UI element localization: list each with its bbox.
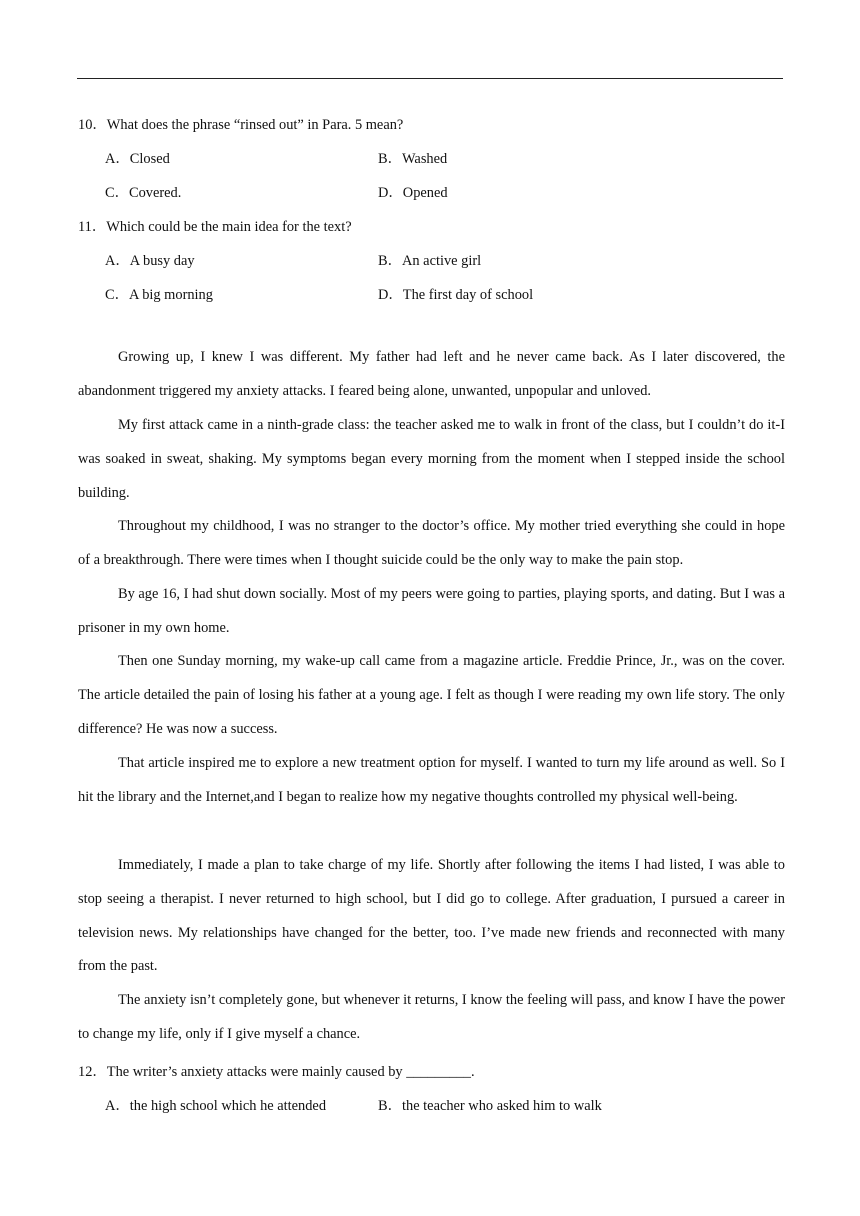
passage-paragraph-2: My first attack came in a ninth-grade class: the teacher asked me to walk in front of the class, but I couldn’t do it-I was soaked in sweat, shaking. My symptoms began every morning from the moment when I stepped inside the school building. [78, 417, 785, 501]
question-11 [78, 215, 352, 236]
option-10-c [105, 181, 181, 202]
option-12-b [378, 1094, 602, 1115]
option-text: A busy day [129, 253, 195, 269]
option-11-c [105, 283, 213, 304]
passage-paragraph-1: Growing up, I knew I was different. My father had left and he never came back. As I later discovered, the abandonment triggered my anxiety attacks. I feared being alone, unwanted, unpopular and unloved. [78, 349, 785, 399]
question-10 [78, 113, 403, 134]
option-letter: B． [378, 253, 402, 269]
passage-paragraph-6: That article inspired me to explore a new treatment option for myself. I wanted to turn my life around as well. So I hit the library and the Internet,and I began to realize how my negative thoughts controlled my physical well-being. [78, 755, 785, 805]
option-10-b [378, 147, 447, 168]
option-11-b [378, 249, 481, 270]
option-text: The first day of school [402, 287, 534, 303]
option-letter: A． [105, 1098, 130, 1114]
option-text: Closed [129, 151, 170, 167]
question-number: 10． [78, 117, 107, 133]
option-text: A big morning [129, 287, 213, 303]
option-text: Opened [402, 185, 448, 201]
option-10-a [105, 147, 170, 168]
question-number: 11． [78, 219, 107, 235]
question-text: Which could be the main idea for the text? [106, 219, 352, 235]
option-letter: D． [378, 287, 403, 303]
passage-paragraph-4: By age 16, I had shut down socially. Most of my peers were going to parties, playing sports, and dating. But I was a prisoner in my own home. [78, 586, 785, 636]
option-12-a [105, 1094, 326, 1115]
option-text: Covered. [129, 185, 182, 201]
passage-paragraph-8: The anxiety isn’t completely gone, but whenever it returns, I know the feeling will pass, and know I have the power to change my life, only if I give myself a chance. [78, 992, 785, 1042]
option-11-d [378, 283, 533, 304]
question-number: 12． [78, 1064, 107, 1080]
option-letter: A． [105, 253, 130, 269]
question-text: The writer’s anxiety attacks were mainly caused by _________. [106, 1064, 475, 1080]
passage-paragraph-7: Immediately, I made a plan to take charge of my life. Shortly after following the items I had listed, I was able to stop seeing a therapist. I never returned to high school, but I did go to college. After graduation, I pursued a career in television news. My relationships have changed for the better, too. I’ve made new friends and reconnected with many from the past. [78, 857, 785, 975]
option-text: the high school which he attended [129, 1098, 327, 1114]
option-11-a [105, 249, 195, 270]
option-letter: D． [378, 185, 403, 201]
option-letter: B． [378, 1098, 402, 1114]
option-letter: B． [378, 151, 402, 167]
option-text: Washed [402, 151, 448, 167]
option-text: the teacher who asked him to walk [402, 1098, 602, 1114]
question-12 [78, 1060, 475, 1081]
passage-paragraph-3: Throughout my childhood, I was no stranger to the doctor’s office. My mother tried everything she could in hope of a breakthrough. There were times when I thought suicide could be the only way to make the pain stop. [78, 518, 785, 568]
question-text: What does the phrase “rinsed out” in Para. 5 mean? [106, 117, 404, 133]
option-10-d [378, 181, 448, 202]
header-rule [77, 78, 783, 79]
option-letter: C． [105, 185, 129, 201]
passage-paragraph-5: Then one Sunday morning, my wake-up call came from a magazine article. Freddie Prince, Jr., was on the cover. The article detailed the pain of losing his father at a young age. I felt as though I were reading my own life story. The only difference? He was now a success. [78, 653, 785, 737]
option-letter: A． [105, 151, 130, 167]
option-text: An active girl [402, 253, 482, 269]
option-letter: C． [105, 287, 129, 303]
